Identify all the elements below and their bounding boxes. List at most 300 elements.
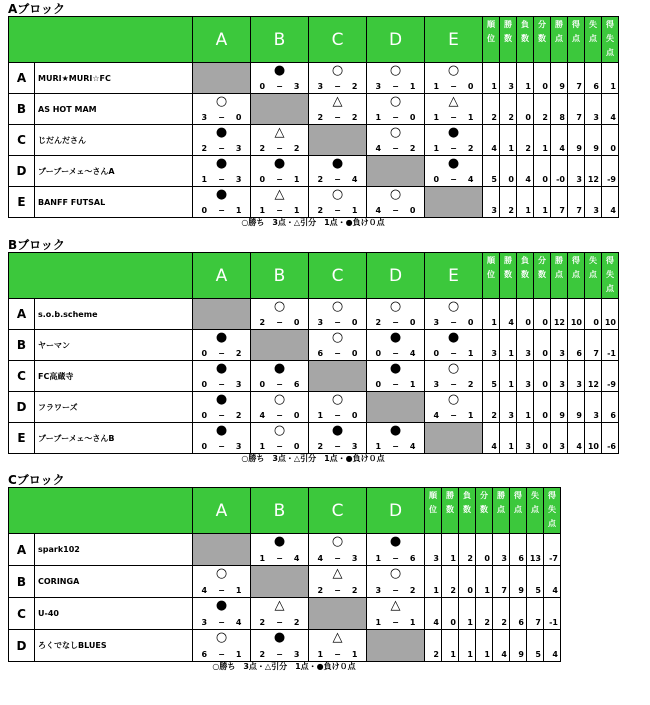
stat-value: 4 xyxy=(493,630,510,662)
match-score xyxy=(193,411,250,421)
score-left: 2 xyxy=(375,318,382,327)
self-match-cell xyxy=(425,423,483,454)
match-score xyxy=(251,618,308,628)
match-result-cell xyxy=(193,125,251,156)
stat-value: 9 xyxy=(568,125,585,156)
stat-header-char: 順 xyxy=(429,491,437,500)
win-circle-icon: ○ xyxy=(331,299,344,314)
stat-value: 0 xyxy=(534,299,551,330)
win-circle-icon: ○ xyxy=(215,566,228,581)
stat-header-char: 得 xyxy=(572,256,580,265)
self-match-cell xyxy=(367,392,425,423)
score-left: 0 xyxy=(201,411,208,420)
score-left: 1 xyxy=(433,113,440,122)
stat-value: 9 xyxy=(551,63,568,94)
stat-value: 2 xyxy=(500,94,517,125)
block-c xyxy=(8,473,561,672)
stat-header-char: 数 xyxy=(504,270,512,279)
opponent-header: B xyxy=(251,253,309,299)
score-dash: − xyxy=(276,144,283,153)
match-result-cell xyxy=(367,423,425,454)
stat-value: 3 xyxy=(483,330,500,361)
draw-triangle-icon: △ xyxy=(332,94,343,109)
match-result-cell xyxy=(309,566,367,598)
score-dash: − xyxy=(450,380,457,389)
stat-value: -6 xyxy=(602,423,619,454)
match-result-cell xyxy=(251,534,309,566)
score-dash: − xyxy=(450,318,457,327)
match-result-cell xyxy=(367,330,425,361)
stat-value: 10 xyxy=(568,299,585,330)
stat-header xyxy=(527,488,544,534)
stat-value: 2 xyxy=(517,125,534,156)
win-circle-icon: ○ xyxy=(331,534,344,549)
score-dash: − xyxy=(334,411,341,420)
stat-header xyxy=(517,17,534,63)
draw-triangle-icon: △ xyxy=(274,125,285,140)
match-score xyxy=(309,113,366,123)
loss-dot-icon: ● xyxy=(215,156,228,171)
stat-header-char: 点 xyxy=(589,34,597,43)
score-right: 4 xyxy=(235,618,242,627)
score-dash: − xyxy=(218,349,225,358)
score-dash: − xyxy=(392,349,399,358)
stat-value: 0 xyxy=(602,125,619,156)
stat-value: 10 xyxy=(585,423,602,454)
match-result-cell xyxy=(193,630,251,662)
match-score xyxy=(425,175,482,185)
stat-header xyxy=(425,488,442,534)
score-left: 2 xyxy=(259,618,266,627)
loss-dot-icon: ● xyxy=(331,423,344,438)
stat-value: 5 xyxy=(527,630,544,662)
opponent-header: A xyxy=(193,17,251,63)
match-result-cell xyxy=(425,299,483,330)
score-left: 1 xyxy=(259,206,266,215)
win-circle-icon: ○ xyxy=(389,187,402,202)
score-left: 2 xyxy=(201,144,208,153)
score-left: 4 xyxy=(317,554,324,563)
team-name: ブーブーメェ～さんB xyxy=(35,423,193,454)
stat-value: 1 xyxy=(425,566,442,598)
self-match-cell xyxy=(309,598,367,630)
score-left: 1 xyxy=(433,82,440,91)
match-score xyxy=(251,82,308,92)
stat-value: 1 xyxy=(534,187,551,218)
stat-header-char: 点 xyxy=(497,505,505,514)
score-left: 2 xyxy=(317,206,324,215)
header-row xyxy=(9,17,619,63)
score-left: 4 xyxy=(201,586,208,595)
match-score xyxy=(309,554,366,564)
block-title: Aブロック xyxy=(8,2,66,16)
score-dash: − xyxy=(334,206,341,215)
stat-value: 0 xyxy=(500,156,517,187)
stat-value: 8 xyxy=(551,94,568,125)
stat-value: 1 xyxy=(483,63,500,94)
stat-value: 4 xyxy=(602,94,619,125)
header-corner xyxy=(9,488,193,534)
win-circle-icon: ○ xyxy=(215,630,228,645)
match-score xyxy=(367,442,424,452)
score-left: 3 xyxy=(433,318,440,327)
stat-header-char: 数 xyxy=(538,34,546,43)
score-right: 1 xyxy=(409,380,416,389)
score-dash: − xyxy=(334,442,341,451)
match-score xyxy=(309,82,366,92)
stat-value: 2 xyxy=(425,630,442,662)
score-dash: − xyxy=(392,206,399,215)
match-score xyxy=(193,586,250,596)
stat-value: 3 xyxy=(551,361,568,392)
stat-value: 4 xyxy=(483,125,500,156)
team-letter: E xyxy=(9,187,35,218)
score-right: 1 xyxy=(409,618,416,627)
match-result-cell xyxy=(251,630,309,662)
score-dash: − xyxy=(218,411,225,420)
stat-value: 7 xyxy=(568,63,585,94)
match-result-cell xyxy=(309,299,367,330)
stat-value: 9 xyxy=(585,125,602,156)
win-circle-icon: ○ xyxy=(273,392,286,407)
loss-dot-icon: ● xyxy=(273,63,286,78)
stat-value: 3 xyxy=(517,423,534,454)
header-row xyxy=(9,253,619,299)
stat-header xyxy=(534,17,551,63)
match-result-cell xyxy=(193,598,251,630)
team-row xyxy=(9,187,619,218)
stat-header-char: 勝 xyxy=(504,256,512,265)
self-match-cell xyxy=(309,125,367,156)
stat-header-char: 数 xyxy=(538,270,546,279)
win-circle-icon: ○ xyxy=(447,392,460,407)
stat-value: 2 xyxy=(483,392,500,423)
win-circle-icon: ○ xyxy=(331,392,344,407)
score-right: 2 xyxy=(467,144,474,153)
match-result-cell xyxy=(367,299,425,330)
stat-header-char: 順 xyxy=(487,256,495,265)
loss-dot-icon: ● xyxy=(389,534,402,549)
stat-header xyxy=(493,488,510,534)
score-right: 4 xyxy=(467,175,474,184)
self-match-cell xyxy=(367,156,425,187)
stat-header-char: 数 xyxy=(480,505,488,514)
stat-header-char: 勝 xyxy=(504,20,512,29)
loss-dot-icon: ● xyxy=(215,361,228,376)
score-right: 3 xyxy=(351,442,358,451)
loss-dot-icon: ● xyxy=(389,361,402,376)
score-dash: − xyxy=(218,442,225,451)
match-score xyxy=(425,144,482,154)
match-score xyxy=(193,442,250,452)
score-right: 1 xyxy=(467,349,474,358)
match-result-cell xyxy=(309,330,367,361)
win-circle-icon: ○ xyxy=(331,187,344,202)
score-right: 4 xyxy=(409,442,416,451)
stat-header-char: 失 xyxy=(606,34,614,43)
score-dash: − xyxy=(450,82,457,91)
score-dash: − xyxy=(334,554,341,563)
stat-value: 1 xyxy=(476,630,493,662)
standings-table xyxy=(8,16,619,218)
match-result-cell xyxy=(251,598,309,630)
stat-header-char: 点 xyxy=(555,34,563,43)
score-dash: − xyxy=(450,175,457,184)
draw-triangle-icon: △ xyxy=(448,94,459,109)
loss-dot-icon: ● xyxy=(215,187,228,202)
score-left: 2 xyxy=(317,113,324,122)
score-left: 0 xyxy=(375,380,382,389)
stat-header-char: 失 xyxy=(589,256,597,265)
score-left: 1 xyxy=(259,554,266,563)
stat-value: 3 xyxy=(493,534,510,566)
match-score xyxy=(193,349,250,359)
team-letter: C xyxy=(9,598,35,630)
self-match-cell xyxy=(425,187,483,218)
draw-triangle-icon: △ xyxy=(332,630,343,645)
match-score xyxy=(251,554,308,564)
score-right: 0 xyxy=(351,318,358,327)
match-result-cell xyxy=(367,63,425,94)
match-score xyxy=(367,380,424,390)
team-letter: B xyxy=(9,330,35,361)
match-result-cell xyxy=(251,187,309,218)
score-right: 2 xyxy=(293,144,300,153)
score-left: 3 xyxy=(317,318,324,327)
score-left: 4 xyxy=(259,411,266,420)
score-right: 0 xyxy=(467,318,474,327)
team-name: ブーブーメェ～さんA xyxy=(35,156,193,187)
stat-value: 3 xyxy=(551,330,568,361)
score-left: 1 xyxy=(317,411,324,420)
match-score xyxy=(251,144,308,154)
score-dash: − xyxy=(450,144,457,153)
team-letter: C xyxy=(9,361,35,392)
stat-value: 0 xyxy=(517,299,534,330)
match-result-cell xyxy=(367,187,425,218)
loss-dot-icon: ● xyxy=(273,156,286,171)
self-match-cell xyxy=(367,630,425,662)
score-right: 0 xyxy=(409,206,416,215)
win-circle-icon: ○ xyxy=(447,299,460,314)
stat-value: 2 xyxy=(476,598,493,630)
score-left: 0 xyxy=(433,175,440,184)
stat-header-char: 位 xyxy=(429,505,437,514)
draw-triangle-icon: △ xyxy=(274,187,285,202)
match-score xyxy=(367,554,424,564)
loss-dot-icon: ● xyxy=(447,125,460,140)
loss-dot-icon: ● xyxy=(389,330,402,345)
score-right: 1 xyxy=(235,586,242,595)
stat-value: 4 xyxy=(517,156,534,187)
stat-value: 1 xyxy=(534,125,551,156)
score-dash: − xyxy=(218,380,225,389)
stat-value: 9 xyxy=(551,392,568,423)
score-dash: − xyxy=(276,650,283,659)
stat-value: 3 xyxy=(500,63,517,94)
stat-header xyxy=(517,253,534,299)
stat-value: 5 xyxy=(527,566,544,598)
opponent-header: C xyxy=(309,253,367,299)
match-score xyxy=(425,411,482,421)
stat-value: 9 xyxy=(510,630,527,662)
score-left: 1 xyxy=(317,650,324,659)
match-result-cell xyxy=(425,361,483,392)
stat-header xyxy=(544,488,561,534)
stat-header-char: 得 xyxy=(606,256,614,265)
score-right: 6 xyxy=(293,380,300,389)
stat-header-char: 数 xyxy=(504,34,512,43)
header-corner xyxy=(9,17,193,63)
score-dash: − xyxy=(218,113,225,122)
loss-dot-icon: ● xyxy=(331,156,344,171)
stat-value: 0 xyxy=(517,94,534,125)
stat-value: 3 xyxy=(585,392,602,423)
score-dash: − xyxy=(392,554,399,563)
match-score xyxy=(193,650,250,660)
match-result-cell xyxy=(309,392,367,423)
score-left: 2 xyxy=(259,144,266,153)
team-letter: D xyxy=(9,630,35,662)
opponent-header: D xyxy=(367,253,425,299)
score-left: 4 xyxy=(375,206,382,215)
stat-value: 0 xyxy=(476,534,493,566)
stat-value: 7 xyxy=(568,187,585,218)
score-right: 2 xyxy=(409,586,416,595)
team-letter: A xyxy=(9,299,35,330)
stat-value: 4 xyxy=(568,423,585,454)
stat-value: 1 xyxy=(442,630,459,662)
loss-dot-icon: ● xyxy=(389,423,402,438)
score-right: 2 xyxy=(293,618,300,627)
stat-value: 4 xyxy=(425,598,442,630)
stat-value: 3 xyxy=(425,534,442,566)
score-left: 2 xyxy=(259,318,266,327)
team-letter: B xyxy=(9,94,35,125)
stat-value: 4 xyxy=(602,187,619,218)
stat-header-char: 点 xyxy=(572,270,580,279)
match-result-cell xyxy=(367,598,425,630)
match-score xyxy=(309,349,366,359)
score-right: 1 xyxy=(351,650,358,659)
header-row xyxy=(9,488,561,534)
score-left: 3 xyxy=(201,113,208,122)
score-dash: − xyxy=(218,650,225,659)
score-right: 0 xyxy=(409,318,416,327)
match-result-cell xyxy=(251,423,309,454)
stat-value: 2 xyxy=(493,598,510,630)
score-left: 1 xyxy=(433,144,440,153)
score-right: 2 xyxy=(235,349,242,358)
stat-value: -1 xyxy=(544,598,561,630)
stat-value: 5 xyxy=(483,156,500,187)
score-dash: − xyxy=(392,318,399,327)
stat-header-char: 点 xyxy=(531,505,539,514)
stat-value: 10 xyxy=(602,299,619,330)
score-right: 3 xyxy=(235,442,242,451)
stat-value: 2 xyxy=(534,94,551,125)
stat-header-char: 順 xyxy=(487,20,495,29)
opponent-header: D xyxy=(367,17,425,63)
stat-value: 3 xyxy=(585,187,602,218)
score-dash: − xyxy=(276,82,283,91)
team-letter: D xyxy=(9,392,35,423)
score-right: 3 xyxy=(235,144,242,153)
stat-header-char: 点 xyxy=(589,270,597,279)
loss-dot-icon: ● xyxy=(215,423,228,438)
stat-header-char: 点 xyxy=(606,48,614,57)
win-circle-icon: ○ xyxy=(447,361,460,376)
score-left: 0 xyxy=(433,349,440,358)
loss-dot-icon: ● xyxy=(273,534,286,549)
score-dash: − xyxy=(334,586,341,595)
stat-value: 3 xyxy=(568,156,585,187)
score-left: 2 xyxy=(259,650,266,659)
match-result-cell xyxy=(193,187,251,218)
score-dash: − xyxy=(334,318,341,327)
score-dash: − xyxy=(334,113,341,122)
score-right: 0 xyxy=(293,442,300,451)
stat-value: -1 xyxy=(602,330,619,361)
score-right: 0 xyxy=(467,82,474,91)
score-dash: − xyxy=(276,318,283,327)
score-dash: − xyxy=(218,144,225,153)
stat-header-char: 分 xyxy=(538,20,546,29)
stat-header-char: 勝 xyxy=(555,20,563,29)
score-dash: − xyxy=(276,175,283,184)
match-score xyxy=(425,113,482,123)
score-left: 1 xyxy=(375,442,382,451)
win-circle-icon: ○ xyxy=(389,94,402,109)
match-score xyxy=(309,442,366,452)
stat-value: 1 xyxy=(500,361,517,392)
stat-value: 2 xyxy=(442,566,459,598)
stat-value: 13 xyxy=(527,534,544,566)
match-score xyxy=(367,113,424,123)
win-circle-icon: ○ xyxy=(389,566,402,581)
score-dash: − xyxy=(218,586,225,595)
stat-header-char: 失 xyxy=(531,491,539,500)
match-score xyxy=(193,175,250,185)
match-score xyxy=(425,380,482,390)
self-match-cell xyxy=(251,566,309,598)
team-name: BANFF FUTSAL xyxy=(35,187,193,218)
score-left: 0 xyxy=(201,380,208,389)
team-row xyxy=(9,330,619,361)
stat-value: 3 xyxy=(517,330,534,361)
team-row xyxy=(9,423,619,454)
match-result-cell xyxy=(193,392,251,423)
match-result-cell xyxy=(251,392,309,423)
score-right: 1 xyxy=(467,113,474,122)
score-left: 3 xyxy=(201,618,208,627)
stat-header-char: 点 xyxy=(606,284,614,293)
self-match-cell xyxy=(251,330,309,361)
stat-header xyxy=(551,253,568,299)
loss-dot-icon: ● xyxy=(447,330,460,345)
stat-value: 7 xyxy=(527,598,544,630)
team-name: spark102 xyxy=(35,534,193,566)
match-result-cell xyxy=(367,534,425,566)
stat-value: 3 xyxy=(517,361,534,392)
stat-value: 9 xyxy=(510,566,527,598)
stat-header-char: 得 xyxy=(548,491,556,500)
score-left: 3 xyxy=(375,586,382,595)
score-left: 0 xyxy=(201,349,208,358)
stat-value: -9 xyxy=(602,361,619,392)
score-dash: − xyxy=(392,113,399,122)
match-result-cell xyxy=(251,156,309,187)
